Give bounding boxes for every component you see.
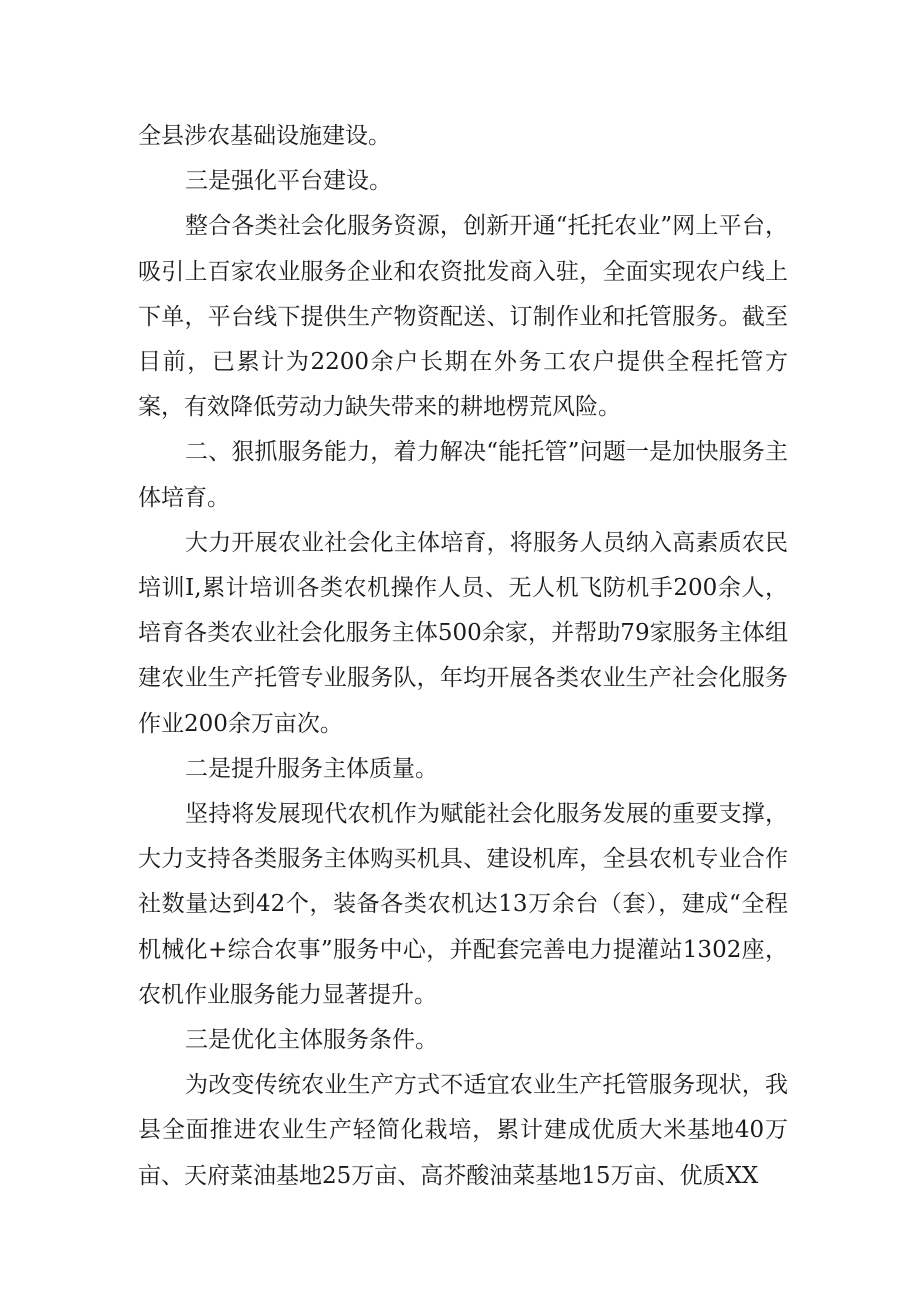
section-heading-platform: 三是强化平台建设。 bbox=[185, 168, 392, 195]
section-heading-conditions: 三是优化主体服务条件。 bbox=[185, 1027, 438, 1054]
paragraph-continuation: 全县涉农基础设施建设。 bbox=[138, 123, 391, 149]
paragraph-cultivation: 为改变传统农业生产方式不适宜农业生产托管服务现状，我县全面推进农业生产轻简化栽培，累计建成优质大米基地40万亩、天府菜油基地25万亩、高芥酸油菜基地15万亩、优质XX bbox=[138, 1072, 788, 1189]
paragraph-platform: 整合各类社会化服务资源，创新开通“托托农业”网上平台，吸引上百家农业服务企业和农资批发商入驻，全面实现农户线上下单，平台线下提供生产物资配送、订制作业和托管服务。截至目前，已累计为2200余户长期在外务工农户提供全程托管方案，有效降低劳动力缺失带来的耕地楞荒风险。 bbox=[138, 213, 788, 421]
paragraph-machinery: 坚持将发展现代农机作为赋能社会化服务发展的重要支撑，大力支持各类服务主体购买机具、建设机库，全县农机专业合作社数量达到42个，装备各类农机达13万余台（套），建成“全程机械化+综合农事”服务中心，并配套完善电力提灌站1302座，农机作业服务能力显著提升。 bbox=[138, 801, 788, 1008]
section-heading-service-capacity: 二、狠抓服务能力，着力解决“能托管”问题一是加快服务主体培育。 bbox=[138, 439, 788, 511]
section-heading-quality: 二是提升服务主体质量。 bbox=[185, 755, 438, 782]
document-body bbox=[138, 114, 788, 1199]
paragraph-training: 大力开展农业社会化主体培育，将服务人员纳入高素质农民培训I,累计培训各类农机操作人员、无人机飞防机手200余人，培育各类农业社会化服务主体500余家，并帮助79家服务主体组建农业生产托管专业服务队，年均开展各类农业生产社会化服务作业200余万亩次。 bbox=[138, 529, 788, 737]
